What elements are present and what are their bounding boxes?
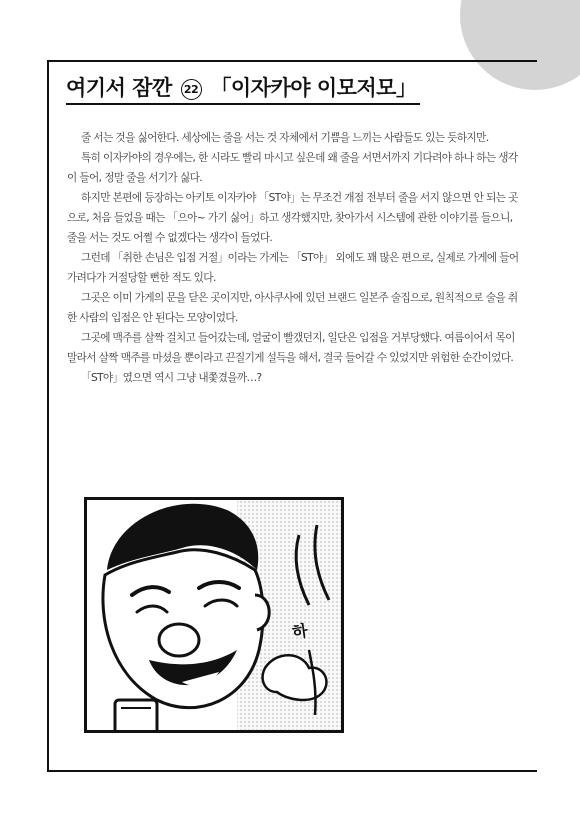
title-underline [66,103,420,105]
page-title [66,72,416,102]
paragraph: 그런데 「취한 손님은 입점 거절」이라는 가게는 「ST야」 외에도 꽤 많은 편으로, 실제로 가게에 들어가려다가 거절당할 뻔한 적도 있다. [67,252,519,284]
paragraph: 줄 서는 것을 싫어한다. 세상에는 줄을 서는 것 자체에서 기쁨을 느끼는 사람들도 있는 듯하지만. [81,132,489,144]
illustration-drinker [87,500,341,730]
paragraph: 하지만 본편에 등장하는 아키토 이자카야 「ST야」는 무조건 개점 전부터 줄을 서지 않으면 안 되는 곳으로, 처음 들었을 때는 「으아~ 가기 싫어」하고 생각했지만, 찾아가서 시스템에 관한 이야기를 들으니, 줄을 서는 것도 어쩔 수 없겠다는 생각이 들었다. [67,192,518,244]
title-main: 「이자카야 이모저모」 [210,76,417,100]
paragraph: 그곳은 이미 가게의 문을 닫은 곳이지만, 아사쿠사에 있던 브랜드 일본주 술집으로, 원칙적으로 술을 취한 사람의 입점은 안 된다는 모양이었다. [67,292,518,324]
essay-body [67,128,522,388]
title-prefix: 여기서 잠깐 [66,76,172,100]
manga-panel [84,497,344,733]
paragraph: 「ST야」였으면 역시 그냥 내쫓겼을까…? [81,372,262,384]
sfx-text: 하 [290,620,309,642]
title-number-badge: 22 [181,79,202,100]
paragraph: 그곳에 맥주를 살짝 걸치고 들어갔는데, 얼굴이 빨갰던지, 일단은 입점을 거부당했다. 여름이어서 목이 말라서 살짝 맥주를 마셨을 뿐이라고 끈질기게 설득을 해서, 결국 들어갈 수 있었지만 위험한 순간이었다. [67,332,515,364]
paragraph: 특히 이자카야의 경우에는, 한 시라도 빨리 마시고 싶은데 왜 줄을 서면서까지 기다려야 하나 하는 생각이 들어, 정말 줄을 서기가 싫다. [67,152,518,184]
